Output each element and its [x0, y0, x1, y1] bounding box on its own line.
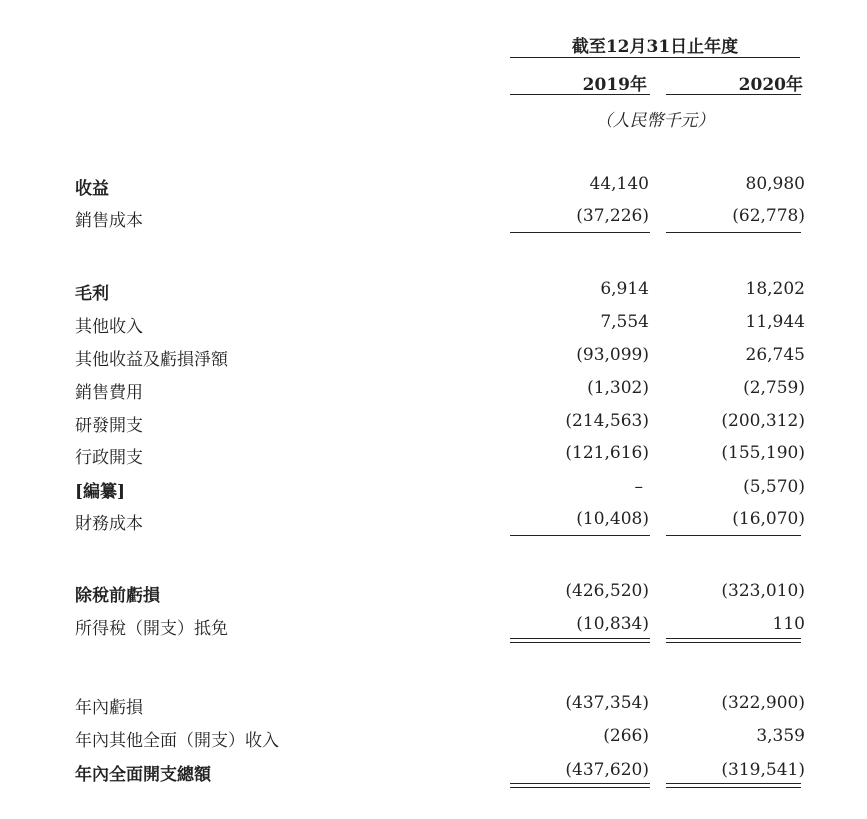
- row-label: 除稅前虧損: [75, 586, 160, 606]
- double-rule-2019: [510, 638, 650, 643]
- column-header-2019: 2019年: [582, 75, 647, 95]
- column-rule-2019: [510, 94, 650, 95]
- row-label: 行政開支: [75, 448, 143, 468]
- header-rule: [510, 57, 800, 58]
- value-2020: (16,070): [732, 509, 805, 529]
- column-rule-2020: [666, 94, 801, 95]
- row-label: 其他收益及虧損淨額: [75, 350, 228, 370]
- value-2019: (10,834): [576, 614, 649, 634]
- value-2019: 44,140: [589, 174, 649, 194]
- row-label: [編纂]: [75, 482, 126, 502]
- double-rule-2019: [510, 783, 650, 788]
- value-2020: (323,010): [721, 581, 805, 601]
- value-2020: 3,359: [756, 726, 805, 746]
- value-2020: 18,202: [745, 279, 805, 299]
- value-2020: 80,980: [745, 174, 805, 194]
- table-row: [0, 614, 867, 640]
- value-2019: (93,099): [576, 345, 649, 365]
- value-2020: 26,745: [745, 345, 805, 365]
- double-rule-2020: [666, 638, 801, 643]
- currency-unit: （人民幣千元）: [595, 111, 715, 131]
- value-2019: (437,354): [565, 693, 649, 713]
- value-2019: (37,226): [576, 206, 649, 226]
- subtotal-rule-2019: [510, 232, 650, 233]
- value-2019: (1,302): [587, 378, 649, 398]
- row-label: 銷售成本: [75, 211, 143, 231]
- column-header-2020: 2020年: [738, 75, 803, 95]
- row-label: 年內全面開支總額: [75, 765, 211, 785]
- value-2019: (266): [603, 726, 649, 746]
- value-2020: (200,312): [721, 411, 805, 431]
- value-2019: –: [634, 477, 643, 497]
- value-2019: 6,914: [600, 279, 649, 299]
- period-header: 截至12月31日止年度: [571, 37, 739, 57]
- value-2019: (426,520): [565, 581, 649, 601]
- value-2020: (155,190): [721, 443, 805, 463]
- table-row: [0, 581, 867, 607]
- table-row: [0, 477, 867, 503]
- table-row: [0, 279, 867, 305]
- table-row: [0, 378, 867, 404]
- value-2020: (2,759): [743, 378, 805, 398]
- row-label: 毛利: [75, 284, 109, 304]
- subtotal-rule-2020: [666, 535, 801, 536]
- table-row: [0, 206, 867, 232]
- table-row: [0, 509, 867, 535]
- row-label: 研發開支: [75, 416, 143, 436]
- value-2019: (10,408): [576, 509, 649, 529]
- row-label: 年內其他全面（開支）收入: [75, 731, 279, 751]
- table-row: [0, 693, 867, 719]
- row-label: 財務成本: [75, 514, 143, 534]
- value-2019: 7,554: [600, 312, 649, 332]
- value-2020: 110: [772, 614, 805, 634]
- subtotal-rule-2019: [510, 535, 650, 536]
- table-row: [0, 726, 867, 752]
- value-2020: (62,778): [732, 206, 805, 226]
- double-rule-2020: [666, 783, 801, 788]
- table-row: [0, 443, 867, 469]
- row-label: 年內虧損: [75, 698, 143, 718]
- value-2020: (5,570): [743, 477, 805, 497]
- value-2020: (319,541): [721, 760, 805, 780]
- table-row: [0, 312, 867, 338]
- subtotal-rule-2020: [666, 232, 801, 233]
- value-2020: 11,944: [745, 312, 805, 332]
- table-row: [0, 411, 867, 437]
- value-2020: (322,900): [721, 693, 805, 713]
- table-row: [0, 345, 867, 371]
- value-2019: (214,563): [565, 411, 649, 431]
- row-label: 所得稅（開支）抵免: [75, 619, 228, 639]
- row-label: 銷售費用: [75, 383, 143, 403]
- table-row: [0, 174, 867, 200]
- value-2019: (121,616): [565, 443, 649, 463]
- row-label: 其他收入: [75, 317, 143, 337]
- row-label: 收益: [75, 179, 109, 199]
- value-2019: (437,620): [565, 760, 649, 780]
